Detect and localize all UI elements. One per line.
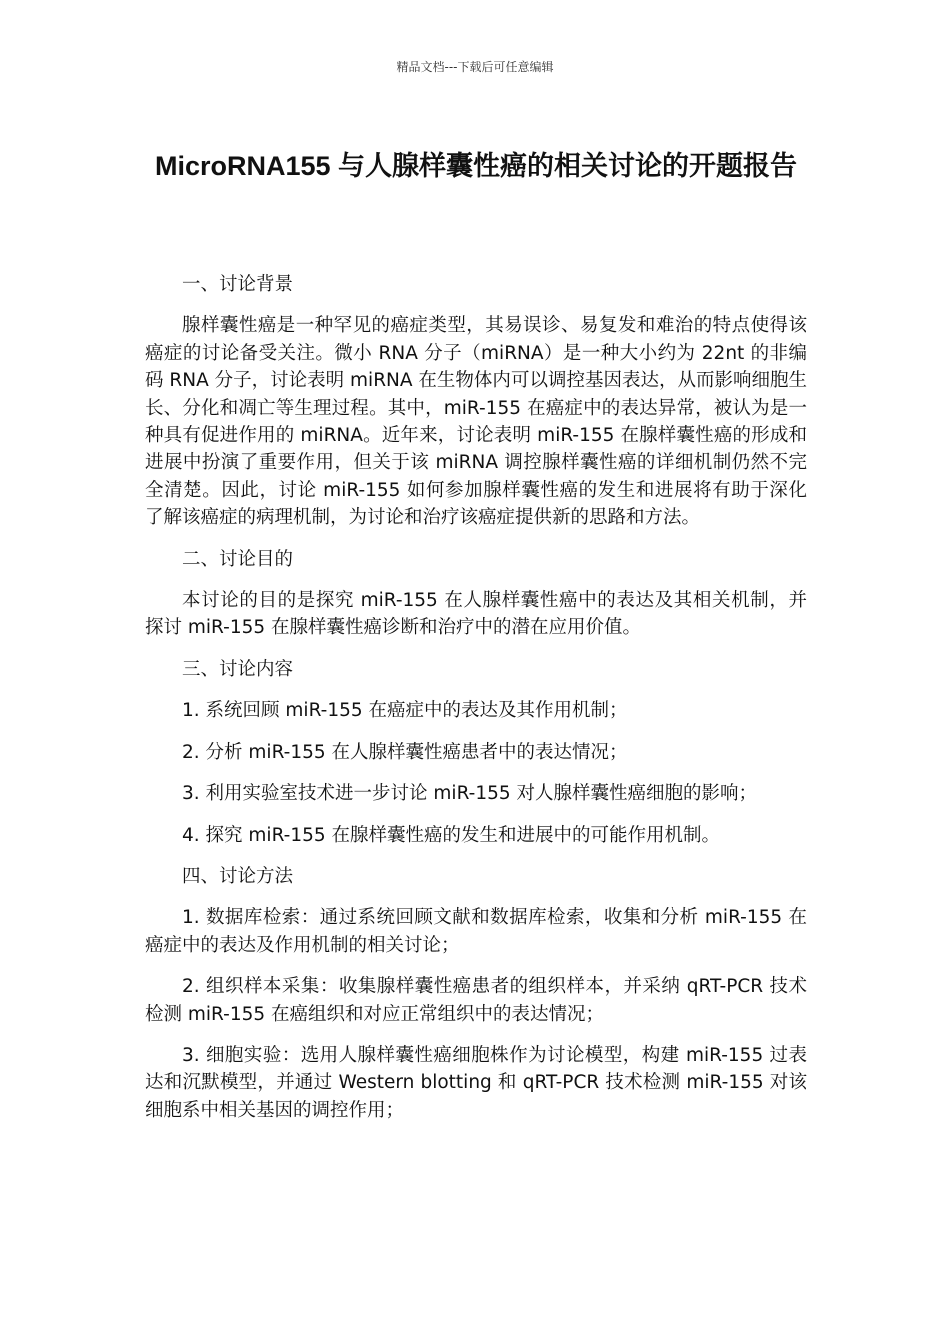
document-body — [145, 271, 807, 1138]
section-heading-methods: 四、讨论方法 — [182, 865, 294, 887]
section-heading-content: 三、讨论内容 — [182, 658, 294, 680]
document-title: MicroRNA155 与人腺样囊性癌的相关讨论的开题报告 — [154, 151, 798, 181]
paragraph-background: 腺样囊性癌是一种罕见的癌症类型，其易误诊、易复发和难治的特点使得该癌症的讨论备受关注。微小 RNA 分子（miRNA）是一种大小约为 22nt 的非编码 RNA 分子，讨论表明 miRNA 在生物体内可以调控基因表达，从而影响细胞生长、分化和凋亡等生理过程。其中，miR-155 在癌症中的表达异常，被认为是一种具有促进作用的 miRNA。近年来，讨论表明 miR-155 在腺样囊性癌的形成和进展中扮演了重要作用，但关于该 miRNA 调控腺样囊性癌的详细机制仍然不完全清楚。因此，讨论 miR-155 如何参加腺样囊性癌的发生和进展将有助于深化了解该癌症的病理机制，为讨论和治疗该癌症提供新的思路和方法。 — [145, 315, 807, 529]
content-item-3: 3. 利用实验室技术进一步讨论 miR-155 对人腺样囊性癌细胞的影响； — [182, 783, 758, 805]
section-heading-background: 一、讨论背景 — [182, 274, 294, 295]
content-item-2: 2. 分析 miR-155 在人腺样囊性癌患者中的表达情况； — [182, 741, 628, 763]
section-heading-purpose: 二、讨论目的 — [182, 548, 294, 570]
content-item-1: 1. 系统回顾 miR-155 在癌症中的表达及其作用机制； — [182, 700, 628, 722]
method-item-3: 3. 细胞实验：选用人腺样囊性癌细胞株作为讨论模型，构建 miR-155 过表达和沉默模型，并通过 Western blotting 和 qRT-PCR 技术检测 miR-155 对该细胞系中相关基因的调控作用； — [145, 1044, 807, 1121]
method-item-2: 2. 组织样本采集：收集腺样囊性癌患者的组织样本，并采纳 qRT-PCR 技术检测 miR-155 在癌组织和对应正常组织中的表达情况； — [145, 976, 807, 1025]
paragraph-purpose: 本讨论的目的是探究 miR-155 在人腺样囊性癌中的表达及其相关机制，并探讨 miR-155 在腺样囊性癌诊断和治疗中的潜在应用价值。 — [145, 590, 807, 639]
content-item-4: 4. 探究 miR-155 在腺样囊性癌的发生和进展中的可能作用机制。 — [182, 824, 721, 846]
header-note: 精品文档---下载后可任意编辑 — [396, 60, 554, 74]
method-item-1: 1. 数据库检索：通过系统回顾文献和数据库检索，收集和分析 miR-155 在癌症中的表达及作用机制的相关讨论； — [145, 907, 807, 956]
